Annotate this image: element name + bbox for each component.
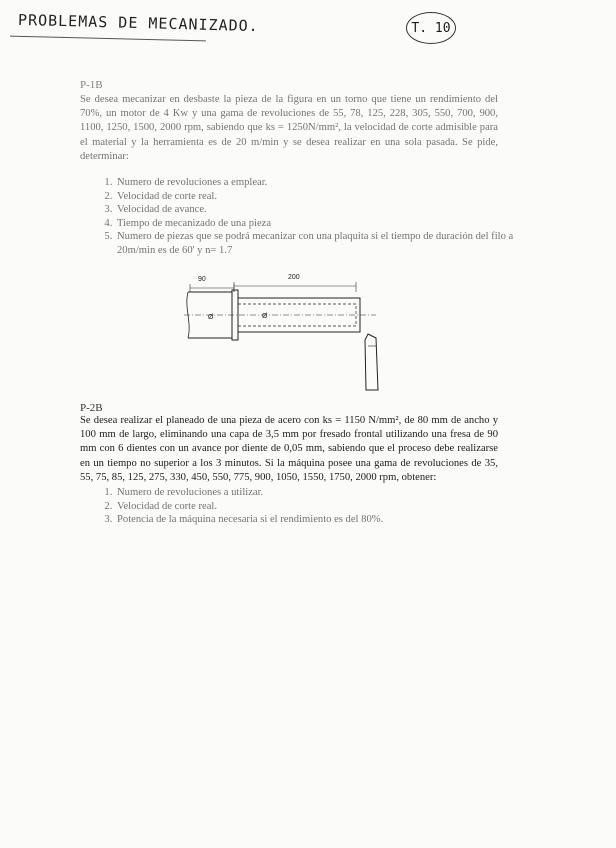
list-item: 1. Numero de revoluciones a utilizar. [115, 486, 515, 500]
dim-length-label: 200 [288, 274, 300, 281]
problem2-label: P-2B [80, 402, 103, 414]
problem1-statement: Se desea mecanizar en desbaste la pieza de la figura en un torno que tiene un rendimiento del 70%, un motor de 4 Kw y una gama de revoluciones de 55, 78, 125, 228, 305, 550, 700, 900, 1100, 1250, 1500, 2000 rpm, sabiendo que ks = 1250N/mm², la velocidad de corte admisible para el material y la herramienta es de 20 m/min y se desea realizar en una sola pasada. Se pide, determinar: [80, 94, 498, 162]
problem1-label: P-1B [80, 79, 103, 91]
list-item: 3. Velocidad de avance. [115, 203, 515, 217]
list-item: 5. Numero de piezas que se podrá mecanizar con una plaquita si el tiempo de duración del filo a 20m/min es de 60' y n= 1.7 [115, 230, 515, 257]
problem2-list [97, 486, 515, 527]
dim-left-label: 90 [198, 276, 206, 283]
title-underline [10, 36, 206, 42]
diameter-small-label: Ø [262, 313, 268, 320]
workpiece-figure [180, 268, 410, 398]
problem1-list [97, 176, 515, 258]
dimension-lines [190, 282, 356, 292]
list-item: 2. Velocidad de corte real. [115, 190, 515, 204]
problem2-statement: Se desea realizar el planeado de una pieza de acero con ks = 1150 N/mm², de 80 mm de ancho y 100 mm de largo, eliminando una capa de 3,5 mm por fresado frontal utilizando una fresa de 90 mm con 6 dientes con un avance por diente de 0,05 mm, sabiendo que el proceso debe realizarse en un tiempo no superior a los 3 minutos. Si la máquina posee una gama de revoluciones de 35, 55, 75, 85, 125, 275, 330, 450, 550, 775, 900, 1050, 1550, 1750, 2000 rpm, obtener: [80, 415, 498, 483]
page-badge: T. 10 [406, 12, 456, 44]
cutting-tool [365, 334, 378, 390]
diameter-large-label: Ø [208, 314, 214, 321]
list-item: 1. Numero de revoluciones a emplear. [115, 176, 515, 190]
list-item: 2. Velocidad de corte real. [115, 500, 515, 514]
list-item: 4. Tiempo de mecanizado de una pieza [115, 217, 515, 231]
list-item: 3. Potencia de la máquina necesaria si el rendimiento es del 80%. [115, 513, 515, 527]
handwritten-title: PROBLEMAS DE MECANIZADO. [17, 10, 259, 36]
